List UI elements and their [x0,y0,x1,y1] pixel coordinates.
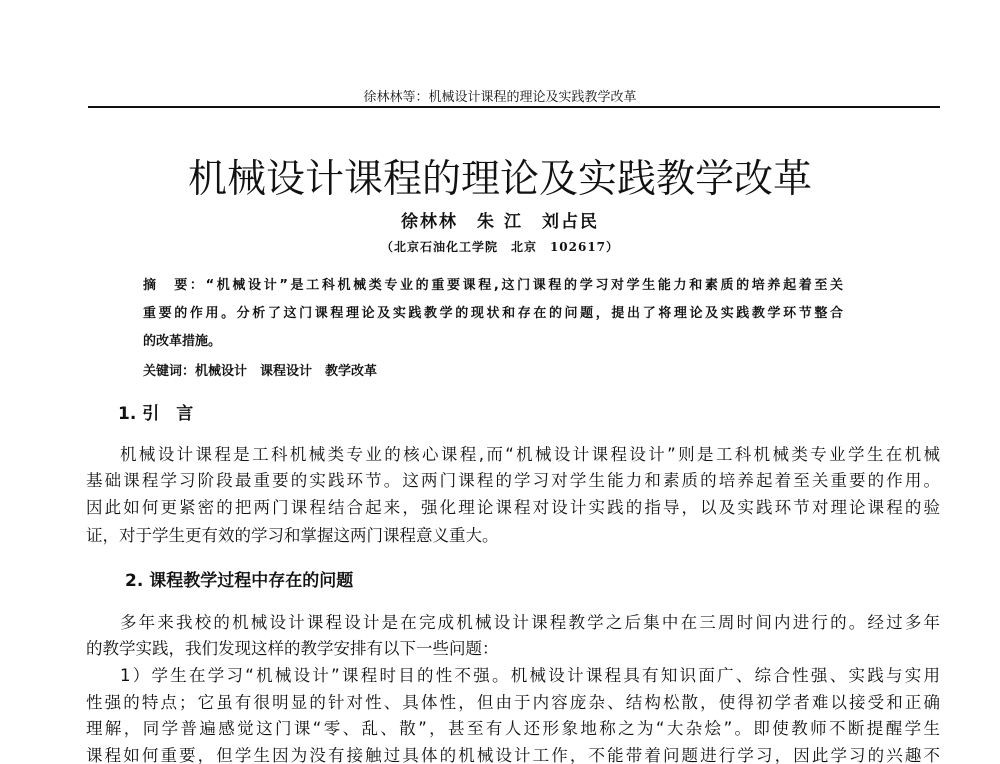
keywords: 关键词：机械设计 课程设计 教学改革 [143,364,378,379]
section-heading: 1. 引 言 [118,404,194,424]
body-line: 多年来我校的机械设计课程设计是在完成机械设计课程教学之后集中在三周时间内进行的。经过多年 [120,613,940,632]
body-line: 的教学实践，我们发现这样的教学安排有以下一些问题： [86,639,499,658]
header-rule [88,106,940,108]
body-line: 理解，同学普遍感觉这门课“零、乱、散”，甚至有人还形象地称之为“大杂烩”。即使教师不断提醒学生 [86,719,940,738]
authors: 徐林林 朱 江 刘占民 [401,212,599,232]
body-line: 性强的特点；它虽有很明显的针对性、具体性，但由于内容庞杂、结构松散，使得初学者难以接受和正确 [86,693,940,712]
running-header: 徐林林等：机械设计课程的理论及实践教学改革 [363,90,637,105]
section-heading: 2. 课程教学过程中存在的问题 [125,571,354,591]
paper-title: 机械设计课程的理论及实践教学改革 [187,157,812,202]
abstract-line: 重要的作用。分析了这门课程理论及实践教学的现状和存在的问题，提出了将理论及实践教学环节整合 [143,306,843,321]
body-line: 基础课程学习阶段最重要的实践环节。这两门课程的学习对学生能力和素质的培养起着至关重要的作用。 [86,471,940,490]
abstract-line: 的改革措施。 [143,334,222,349]
body-line: 机械设计课程是工科机械类专业的核心课程,而“机械设计课程设计”则是工科机械类专业学生在机械 [120,445,940,464]
body-line: 证，对于学生更有效的学习和掌握这两门课程意义重大。 [86,526,499,545]
body-line: 因此如何更紧密的把两门课程结合起来，强化理论课程对设计实践的指导，以及实践环节对理论课程的验 [86,498,940,517]
abstract-line: 摘 要：“机械设计”是工科机械类专业的重要课程,这门课程的学习对学生能力和素质的培养起着至关 [143,278,843,293]
affiliation: （北京石油化工学院 北京 102617） [380,240,620,254]
body-line: 1）学生在学习“机械设计”课程时目的性不强。机械设计课程具有知识面广、综合性强、实践与实用 [120,666,940,685]
body-line: 课程如何重要，但学生因为没有接触过具体的机械设计工作，不能带着问题进行学习，因此学习的兴趣不 [86,746,940,764]
